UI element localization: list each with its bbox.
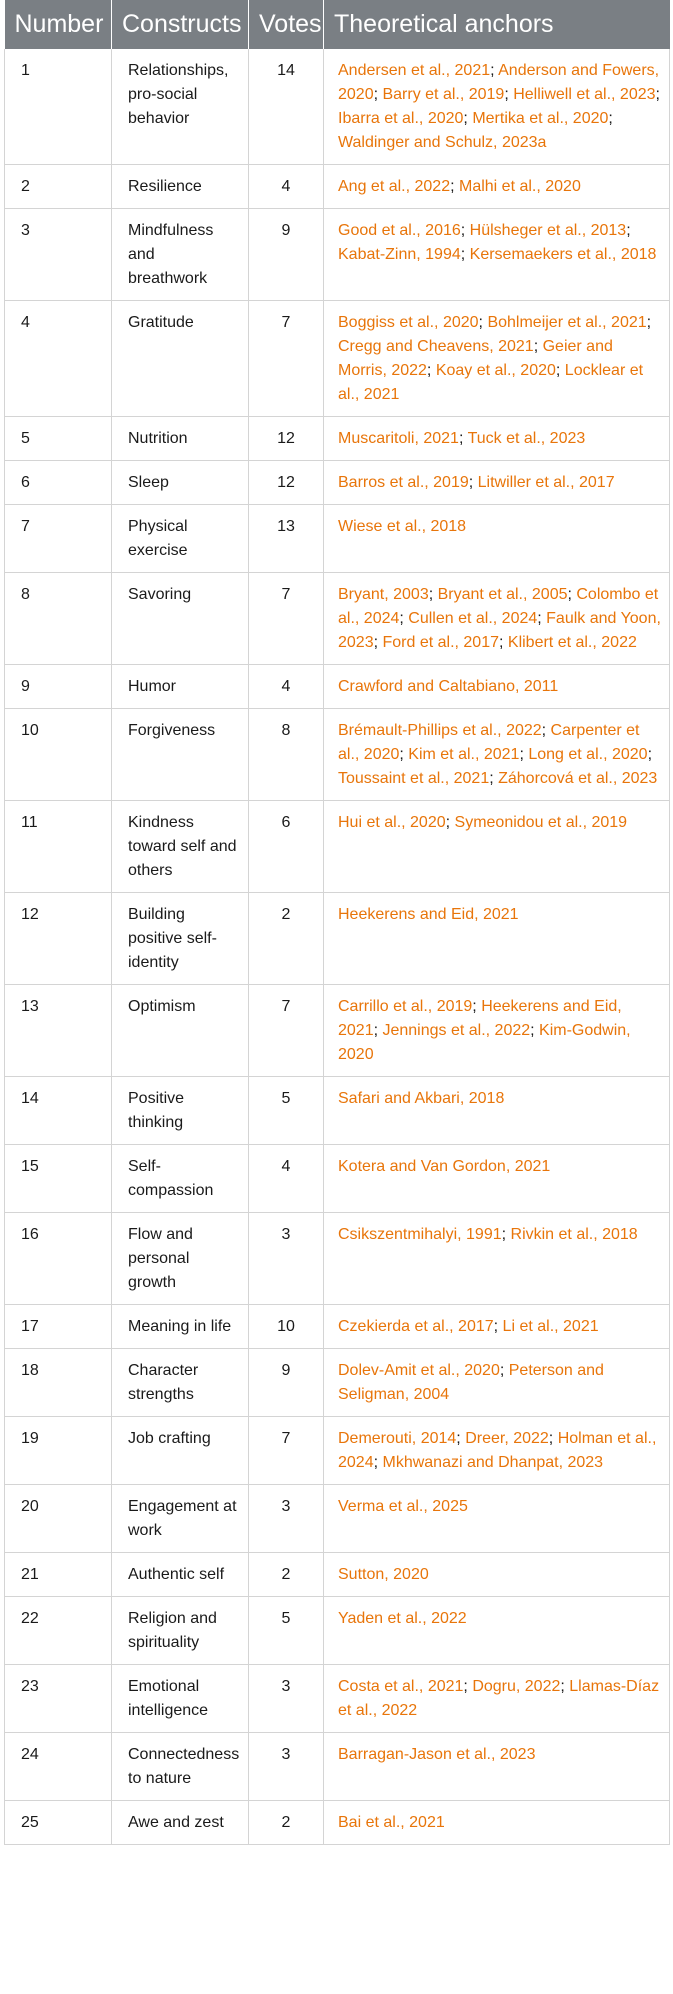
citation-link[interactable]: Carpenter et al., 2020 [338,722,640,763]
row-number: 3 [5,209,112,301]
table-row [5,893,670,985]
table-row [5,1305,670,1349]
vote-count: 12 [249,461,324,505]
citation-separator: ; [373,1454,383,1471]
theoretical-anchors-cell [324,985,670,1077]
citation-separator: ; [463,1678,473,1695]
citation-link[interactable]: Faulk and Yoon, 2023 [338,610,661,651]
theoretical-anchors-cell [324,573,670,665]
vote-count: 9 [249,209,324,301]
citation-link[interactable]: Barros et al., 2019 [338,474,469,491]
citation-link[interactable]: Mkhwanazi and Dhanpat, 2023 [382,1454,604,1471]
citation-link[interactable]: Peterson and Seligman, 2004 [338,1362,604,1403]
theoretical-anchors-cell [324,49,670,165]
citation-link[interactable]: Waldinger and Schulz, 2023a [338,134,547,151]
theoretical-anchors-cell [324,1801,670,1845]
column-header-theoretical-anchors: Theoretical anchors [324,0,670,49]
citation-link[interactable]: Wiese et al., 2018 [338,518,467,535]
construct-name: Authentic self [112,1553,249,1597]
row-number: 7 [5,505,112,573]
table-row [5,1597,670,1665]
citation-link[interactable]: Colombo et al., 2024 [338,586,659,627]
theoretical-anchors-cell [324,301,670,417]
vote-count: 7 [249,985,324,1077]
citation-separator: ; [493,1318,503,1335]
citation-link[interactable]: Anderson and Fowers, 2020 [338,62,660,103]
citation-link[interactable]: Rivkin et al., 2018 [510,1226,638,1243]
citation-link[interactable]: Cullen et al., 2024 [408,610,538,627]
theoretical-anchors-cell [324,665,670,709]
construct-name: Meaning in life [112,1305,249,1349]
table-row [5,301,670,417]
citation-separator: ; [373,86,383,103]
citation-link[interactable]: Geier and Morris, 2022 [338,338,613,379]
construct-name: Positive thinking [112,1077,249,1145]
table-row [5,1145,670,1213]
table-row [5,1801,670,1845]
construct-name: Self-compassion [112,1145,249,1213]
theoretical-anchors-cell [324,417,670,461]
table-row [5,1665,670,1733]
row-number: 24 [5,1733,112,1801]
table-header [5,0,670,49]
construct-name: Resilience [112,165,249,209]
citation-link[interactable]: Kotera and Van Gordon, 2021 [338,1158,551,1175]
construct-name: Flow and personal growth [112,1213,249,1305]
table-row [5,1553,670,1597]
citation-separator: ; [456,1430,466,1447]
vote-count: 5 [249,1077,324,1145]
citation-link[interactable]: Holman et al., 2024 [338,1430,657,1471]
theoretical-anchors-cell [324,1733,670,1801]
row-number: 25 [5,1801,112,1845]
row-number: 5 [5,417,112,461]
table-body [5,49,670,1845]
citation-link[interactable]: Barragan-Jason et al., 2023 [338,1746,536,1763]
citation-link[interactable]: Litwiller et al., 2017 [477,474,615,491]
citation-link[interactable]: Andersen et al., 2021 [338,62,491,79]
citation-link[interactable]: Mertika et al., 2020 [472,110,609,127]
construct-name: Mindfulness and breathwork [112,209,249,301]
citation-link[interactable]: Heekerens and Eid, 2021 [338,906,519,923]
citation-separator: ; [530,1022,540,1039]
citation-separator: ; [626,222,631,239]
citation-separator: ; [646,314,652,331]
row-number: 10 [5,709,112,801]
citation-separator: ; [445,814,455,831]
vote-count: 3 [249,1733,324,1801]
citation-separator: ; [541,722,551,739]
table-row [5,49,670,165]
theoretical-anchors-cell [324,709,670,801]
theoretical-anchors-cell [324,1349,670,1417]
citation-link[interactable]: Jennings et al., 2022 [382,1022,531,1039]
table-row [5,165,670,209]
vote-count: 3 [249,1213,324,1305]
row-number: 17 [5,1305,112,1349]
citation-link[interactable]: Kim-Godwin, 2020 [338,1022,631,1063]
construct-name: Physical exercise [112,505,249,573]
row-number: 12 [5,893,112,985]
vote-count: 2 [249,893,324,985]
construct-name: Optimism [112,985,249,1077]
citation-link[interactable]: Good et al., 2016 [338,222,461,239]
construct-name: Humor [112,665,249,709]
construct-name: Awe and zest [112,1801,249,1845]
citation-separator: ; [463,110,473,127]
citation-link[interactable]: Brémault-Phillips et al., 2022 [338,722,542,739]
citation-link[interactable]: Koay et al., 2020 [435,362,556,379]
citation-separator: ; [499,1362,509,1379]
row-number: 21 [5,1553,112,1597]
citation-separator: ; [489,770,499,787]
vote-count: 10 [249,1305,324,1349]
citation-separator: ; [460,222,470,239]
theoretical-anchors-cell [324,1305,670,1349]
construct-name: Connectedness to nature [112,1733,249,1801]
table-row [5,417,670,461]
row-number: 20 [5,1485,112,1553]
citation-link[interactable]: Kim et al., 2021 [408,746,520,763]
citation-separator: ; [655,86,660,103]
citation-separator: ; [426,362,436,379]
vote-count: 2 [249,1801,324,1845]
theoretical-anchors-cell [324,1417,670,1485]
row-number: 6 [5,461,112,505]
table-row [5,1349,670,1417]
table-row [5,709,670,801]
citation-link[interactable]: Bryant, 2003 [338,586,429,603]
row-number: 22 [5,1597,112,1665]
citation-separator: ; [373,1022,383,1039]
citation-link[interactable]: Barry et al., 2019 [382,86,505,103]
citation-separator: ; [399,610,409,627]
citation-link[interactable]: Záhorcová et al., 2023 [498,770,658,787]
citation-separator: ; [478,314,488,331]
construct-name: Emotional intelligence [112,1665,249,1733]
citation-separator: ; [548,1430,558,1447]
theoretical-anchors-cell [324,165,670,209]
citation-link[interactable]: Carrillo et al., 2019 [338,998,473,1015]
vote-count: 3 [249,1665,324,1733]
vote-count: 2 [249,1553,324,1597]
construct-name: Forgiveness [112,709,249,801]
table-row [5,801,670,893]
citation-link[interactable]: Bohlmeijer et al., 2021 [487,314,647,331]
citation-link[interactable]: Tuck et al., 2023 [467,430,586,447]
vote-count: 8 [249,709,324,801]
theoretical-anchors-cell [324,1485,670,1553]
row-number: 9 [5,665,112,709]
vote-count: 12 [249,417,324,461]
table-row [5,985,670,1077]
citation-separator: ; [537,610,547,627]
citation-separator: ; [373,634,383,651]
vote-count: 7 [249,301,324,417]
row-number: 4 [5,301,112,417]
construct-name: Relationships, pro-social behavior [112,49,249,165]
citation-separator: ; [450,178,459,195]
table-row [5,1077,670,1145]
citation-link[interactable]: Cregg and Cheavens, 2021 [338,338,534,355]
citation-link[interactable]: Muscaritoli, 2021 [338,430,459,447]
citation-link[interactable]: Ang et al., 2022 [338,178,451,195]
row-number: 15 [5,1145,112,1213]
citation-link[interactable]: Long et al., 2020 [528,746,648,763]
citation-link[interactable]: Czekierda et al., 2017 [338,1318,494,1335]
citation-link[interactable]: Boggiss et al., 2020 [338,314,479,331]
row-number: 1 [5,49,112,165]
vote-count: 4 [249,665,324,709]
citation-separator: ; [458,430,468,447]
citation-separator: ; [472,998,482,1015]
construct-name: Savoring [112,573,249,665]
row-number: 23 [5,1665,112,1733]
theoretical-anchors-cell [324,1553,670,1597]
citation-separator: ; [399,746,409,763]
theoretical-anchors-cell [324,1077,670,1145]
table-row [5,1485,670,1553]
construct-name: Nutrition [112,417,249,461]
citation-separator: ; [560,1678,570,1695]
table-row [5,1213,670,1305]
citation-link[interactable]: Locklear et al., 2021 [338,362,644,403]
citation-separator: ; [490,62,499,79]
citation-separator: ; [468,474,478,491]
theoretical-anchors-cell [324,801,670,893]
citation-separator: ; [460,246,470,263]
row-number: 11 [5,801,112,893]
citation-separator: ; [555,362,565,379]
citation-link[interactable]: Verma et al., 2025 [338,1498,468,1515]
citation-link[interactable]: Kersemaekers et al., 2018 [469,246,657,263]
citation-link[interactable]: Kabat-Zinn, 1994 [338,246,461,263]
theoretical-anchors-cell [324,1145,670,1213]
citation-link[interactable]: Bryant et al., 2005 [437,586,568,603]
vote-count: 7 [249,1417,324,1485]
citation-link[interactable]: Dreer, 2022 [465,1430,549,1447]
row-number: 13 [5,985,112,1077]
citation-separator: ; [504,86,514,103]
citation-link[interactable]: Bai et al., 2021 [338,1814,445,1831]
citation-link[interactable]: Li et al., 2021 [502,1318,599,1335]
citation-link[interactable]: Sutton, 2020 [338,1566,429,1583]
theoretical-anchors-cell [324,461,670,505]
citation-separator: ; [499,634,508,651]
citation-separator: ; [519,746,529,763]
citation-separator: ; [608,110,613,127]
citation-link[interactable]: Safari and Akbari, 2018 [338,1090,505,1107]
citation-link[interactable]: Yaden et al., 2022 [338,1610,467,1627]
citation-link[interactable]: Symeonidou et al., 2019 [454,814,628,831]
table-row [5,573,670,665]
header-row [5,0,670,49]
row-number: 8 [5,573,112,665]
table-row [5,665,670,709]
column-header-votes: Votes [249,0,324,49]
construct-name: Kindness toward self and others [112,801,249,893]
construct-name: Character strengths [112,1349,249,1417]
row-number: 18 [5,1349,112,1417]
row-number: 19 [5,1417,112,1485]
citation-link[interactable]: Demerouti, 2014 [338,1430,457,1447]
construct-name: Sleep [112,461,249,505]
citation-separator: ; [567,586,577,603]
citation-link[interactable]: Crawford and Caltabiano, 2011 [338,678,559,695]
theoretical-anchors-cell [324,209,670,301]
construct-name: Gratitude [112,301,249,417]
citation-link[interactable]: Hülsheger et al., 2013 [469,222,627,239]
vote-count: 9 [249,1349,324,1417]
citation-separator: ; [428,586,438,603]
vote-count: 13 [249,505,324,573]
citation-link[interactable]: Ibarra et al., 2020 [338,110,464,127]
citation-link[interactable]: Llamas-Díaz et al., 2022 [338,1678,660,1719]
citation-separator: ; [501,1226,511,1243]
table-row [5,505,670,573]
vote-count: 6 [249,801,324,893]
citation-link[interactable]: Helliwell et al., 2023 [513,86,656,103]
row-number: 2 [5,165,112,209]
citation-link[interactable]: Toussaint et al., 2021 [338,770,490,787]
construct-name: Religion and spirituality [112,1597,249,1665]
constructs-table [4,0,670,1845]
row-number: 16 [5,1213,112,1305]
citation-link[interactable]: Malhi et al., 2020 [458,178,581,195]
vote-count: 3 [249,1485,324,1553]
citation-link[interactable]: Hui et al., 2020 [338,814,446,831]
vote-count: 4 [249,1145,324,1213]
theoretical-anchors-cell [324,505,670,573]
construct-name: Engagement at work [112,1485,249,1553]
citation-link[interactable]: Dogru, 2022 [472,1678,561,1695]
table-row [5,1417,670,1485]
vote-count: 5 [249,1597,324,1665]
table-row [5,209,670,301]
citation-separator: ; [647,746,653,763]
citation-link[interactable]: Heekerens and Eid, 2021 [338,998,622,1039]
theoretical-anchors-cell [324,893,670,985]
citation-link[interactable]: Csikszentmihalyi, 1991 [338,1226,502,1243]
column-header-number: Number [5,0,112,49]
theoretical-anchors-cell [324,1665,670,1733]
theoretical-anchors-cell [324,1597,670,1665]
citation-link[interactable]: Costa et al., 2021 [338,1678,464,1695]
citation-link[interactable]: Klibert et al., 2022 [507,634,637,651]
table-row [5,1733,670,1801]
citation-link[interactable]: Ford et al., 2017 [382,634,499,651]
column-header-constructs: Constructs [112,0,249,49]
citation-link[interactable]: Dolev-Amit et al., 2020 [338,1362,500,1379]
table-row [5,461,670,505]
construct-name: Building positive self-identity [112,893,249,985]
theoretical-anchors-cell [324,1213,670,1305]
vote-count: 7 [249,573,324,665]
vote-count: 4 [249,165,324,209]
citation-separator: ; [533,338,543,355]
row-number: 14 [5,1077,112,1145]
vote-count: 14 [249,49,324,165]
construct-name: Job crafting [112,1417,249,1485]
